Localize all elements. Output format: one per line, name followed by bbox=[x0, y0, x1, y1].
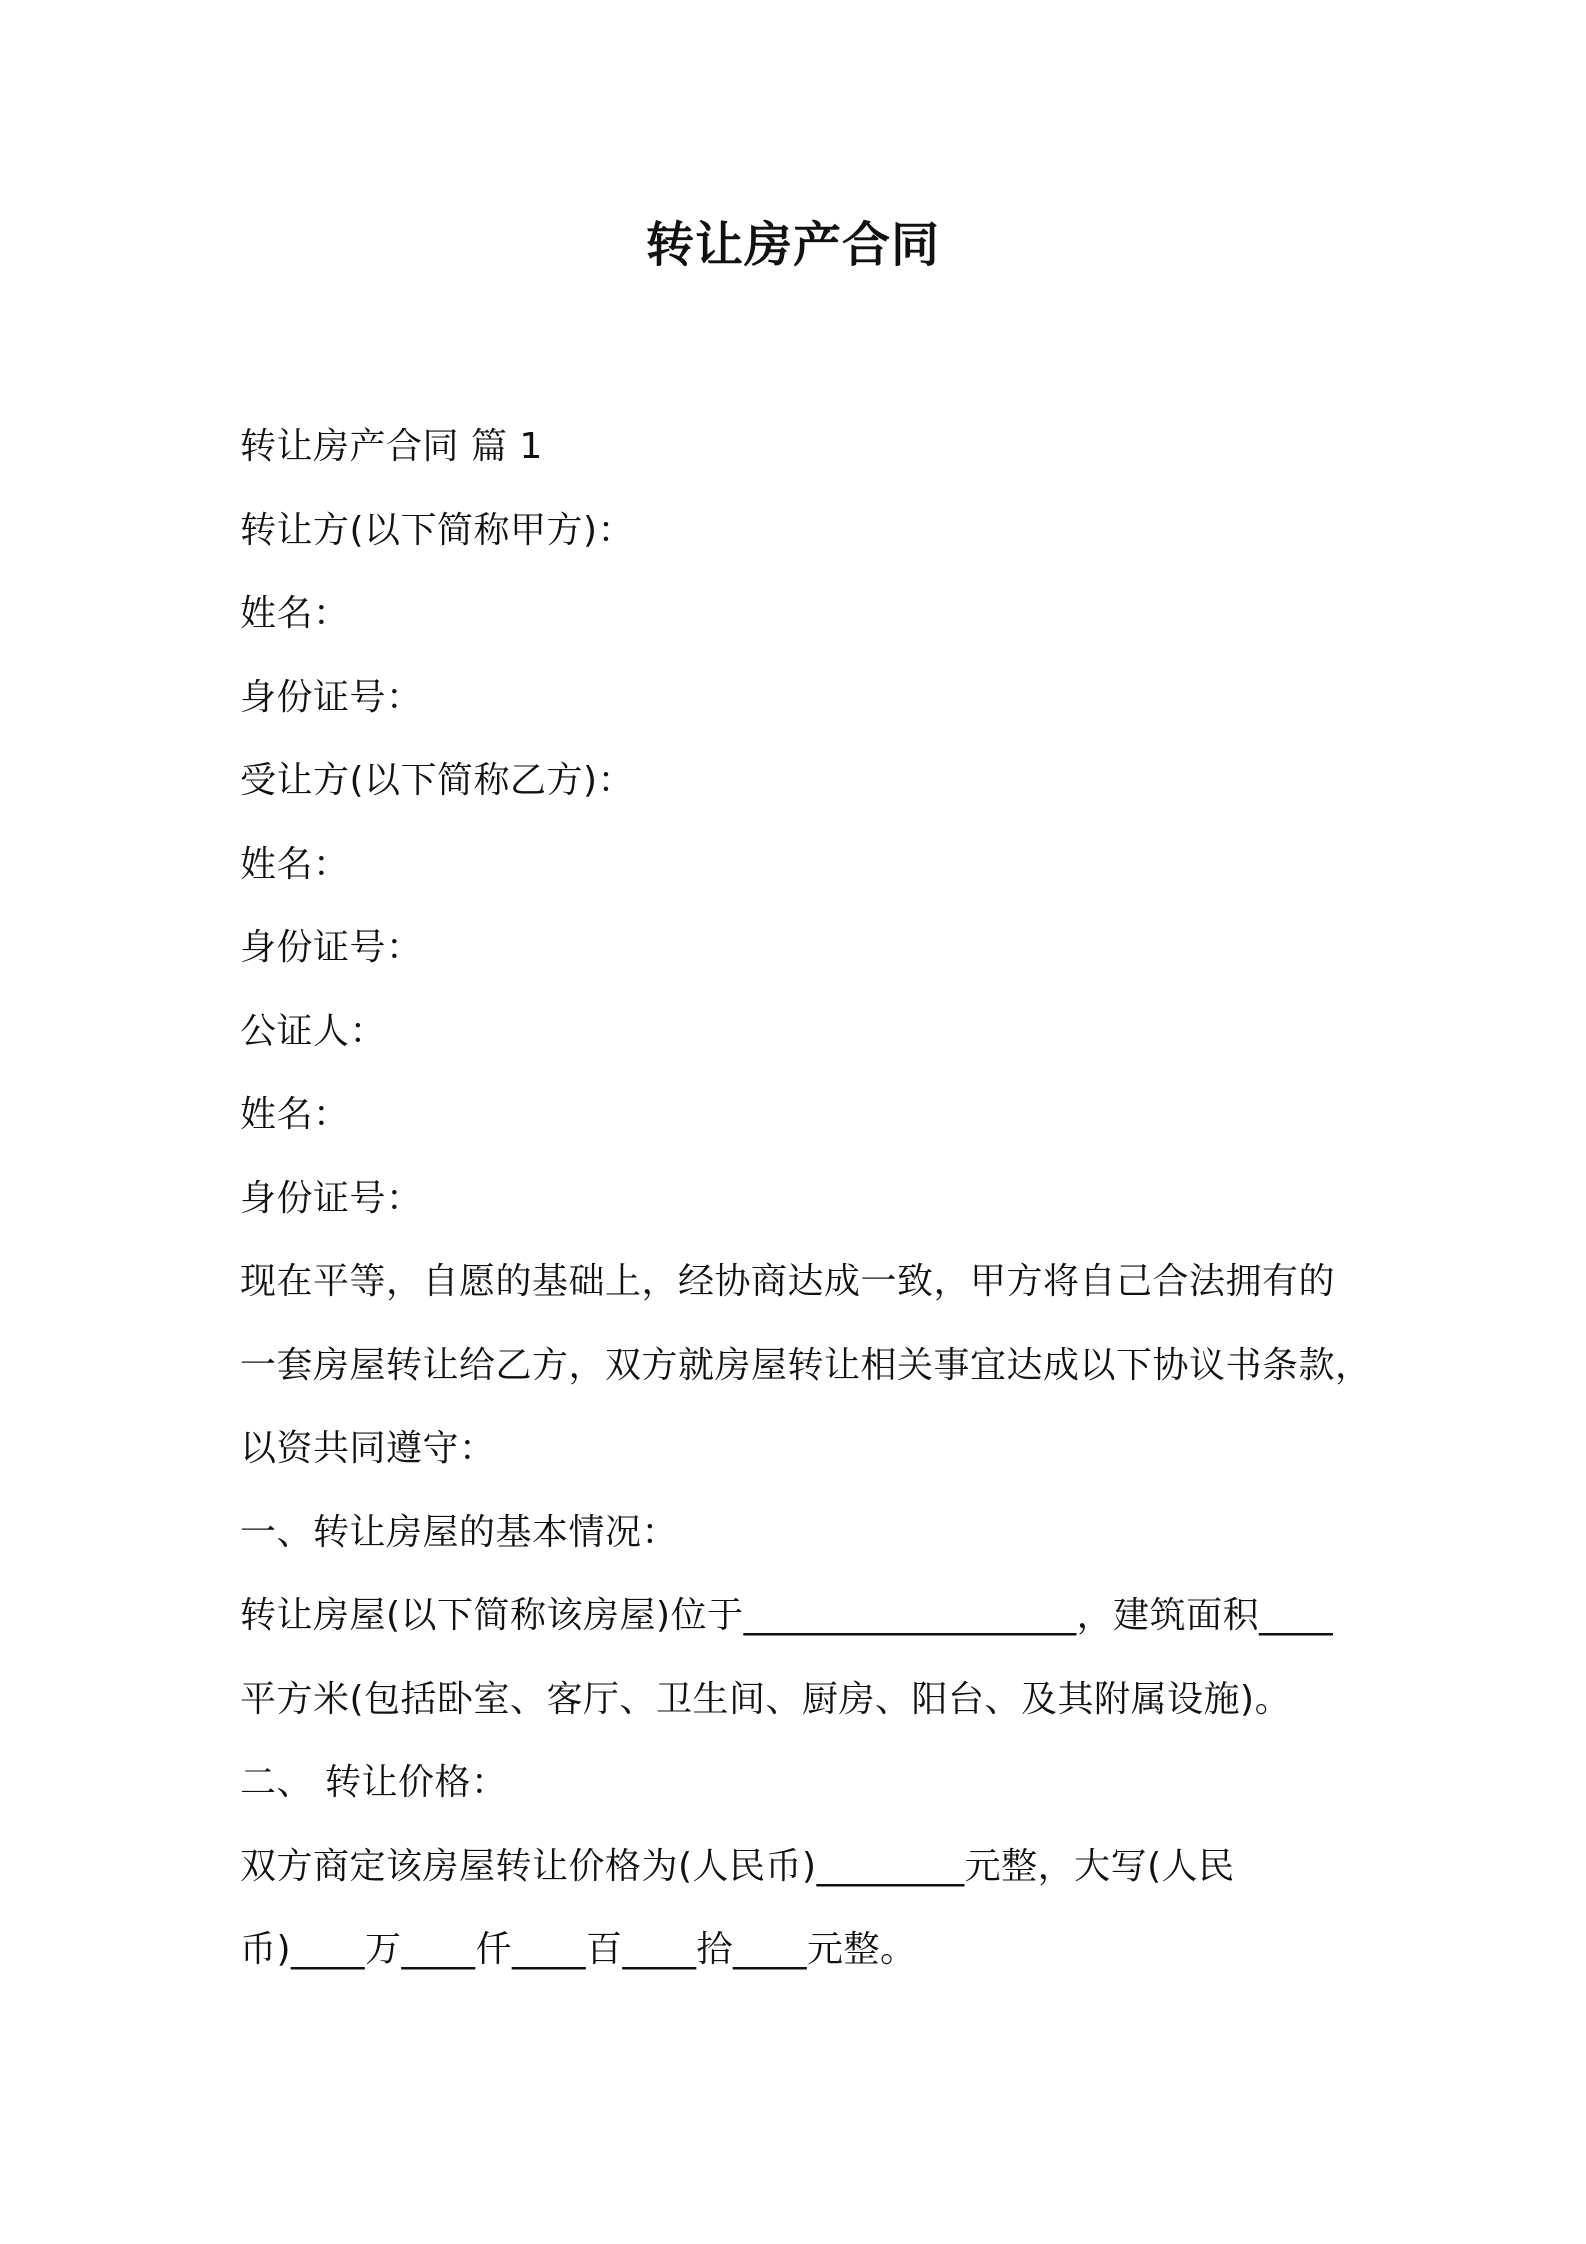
document-title: 转让房产合同 bbox=[645, 217, 940, 273]
preamble-line-1: 现在平等，自愿的基础上，经协商达成一致，甲方将自己合法拥有的 bbox=[240, 1261, 1336, 1302]
preamble-line-3: 以资共同遵守： bbox=[240, 1428, 496, 1469]
section-heading: 转让房产合同 篇 1 bbox=[240, 426, 543, 467]
preamble-line-2: 一套房屋转让给乙方，双方就房屋转让相关事宜达成以下协议书条款， bbox=[240, 1344, 1372, 1386]
document-body bbox=[240, 405, 1380, 1992]
notary-id-label: 身份证号： bbox=[240, 1177, 423, 1219]
notary-label: 公证人： bbox=[240, 1010, 387, 1052]
clause-1-line-1: 转让房屋(以下简称该房屋)位于__________________，建筑面积____ bbox=[240, 1595, 1334, 1636]
clause-2-line-1: 双方商定该房屋转让价格为(人民币)________元整，大写(人民 bbox=[240, 1845, 1235, 1887]
transferee-label: 受让方(以下简称乙方)： bbox=[240, 760, 635, 801]
transferee-name-label: 姓名： bbox=[240, 843, 350, 885]
transferor-id-label: 身份证号： bbox=[240, 676, 423, 718]
clause-1-line-2: 平方米(包括卧室、客厅、卫生间、厨房、阳台、及其附属设施)。 bbox=[240, 1678, 1292, 1720]
clause-2-heading: 二、 转让价格： bbox=[240, 1762, 508, 1803]
transferee-id-label: 身份证号： bbox=[240, 927, 423, 968]
clause-1-heading: 一、转让房屋的基本情况： bbox=[240, 1511, 679, 1553]
notary-name-label: 姓名： bbox=[240, 1094, 350, 1135]
clause-2-line-2: 币)____万____仟____百____拾____元整。 bbox=[240, 1929, 917, 1970]
transferor-label: 转让方(以下简称甲方)： bbox=[240, 509, 635, 551]
transferor-name-label: 姓名： bbox=[240, 593, 350, 634]
